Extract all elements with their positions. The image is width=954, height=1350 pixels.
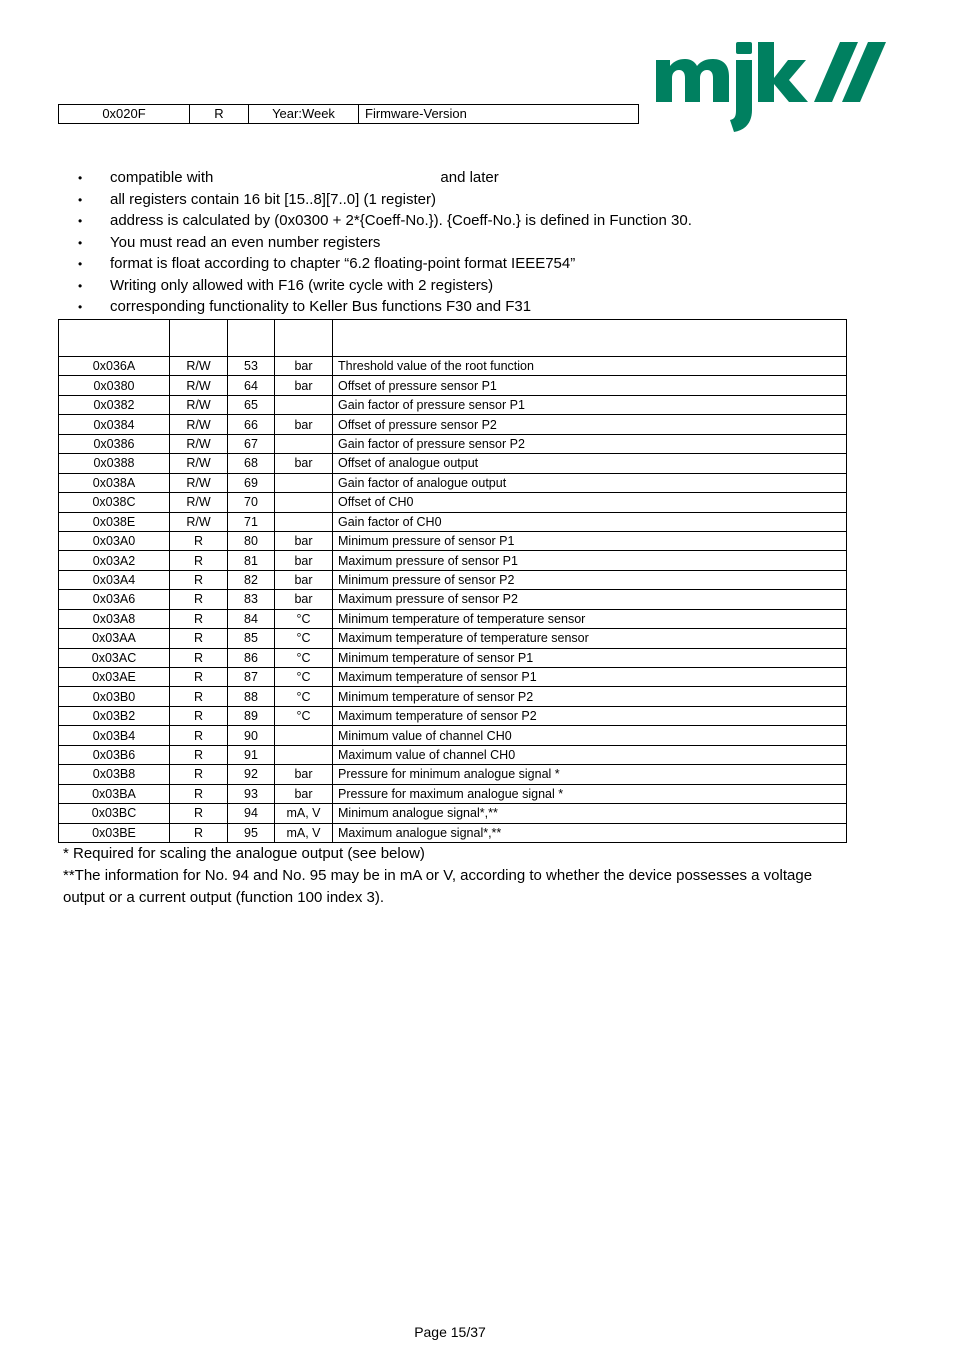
access-type: R/W (170, 415, 228, 434)
coefficient-number: 95 (228, 823, 275, 842)
register-description: Gain factor of pressure sensor P1 (333, 395, 847, 414)
table-row (59, 493, 847, 512)
table-row (59, 784, 847, 803)
register-description: Minimum pressure of sensor P1 (333, 531, 847, 550)
unit: °C (275, 706, 333, 725)
register-address: 0x03B8 (59, 765, 170, 784)
table-row (59, 357, 847, 376)
register-address: 0x038C (59, 493, 170, 512)
coefficient-number: 71 (228, 512, 275, 531)
unit (275, 434, 333, 453)
table-row (59, 376, 847, 395)
mjk-logo (652, 38, 898, 134)
coefficient-number: 82 (228, 570, 275, 589)
coefficient-number: 53 (228, 357, 275, 376)
access-type: R/W (170, 493, 228, 512)
list-item (60, 253, 692, 275)
table-row (59, 687, 847, 706)
header-cell (59, 320, 170, 357)
register-address: 0x03B2 (59, 706, 170, 725)
header-cell (228, 320, 275, 357)
register-address: 0x03B0 (59, 687, 170, 706)
access-type: R (170, 687, 228, 706)
register-description: Gain factor of pressure sensor P2 (333, 434, 847, 453)
access-type: R/W (170, 473, 228, 492)
header-cell (333, 320, 847, 357)
coefficient-number: 64 (228, 376, 275, 395)
coefficient-number: 87 (228, 668, 275, 687)
table-row (59, 551, 847, 570)
register-address: 0x03AE (59, 668, 170, 687)
unit: bar (275, 357, 333, 376)
coefficient-number: 85 (228, 629, 275, 648)
table-row (59, 531, 847, 550)
table-row (59, 765, 847, 784)
unit (275, 726, 333, 745)
bullet-text: You must read an even number registers (110, 233, 381, 251)
access-type: R/W (170, 454, 228, 473)
access-type: R (170, 784, 228, 803)
bullet-text: all registers contain 16 bit [15..8][7..0] (1 register) (110, 190, 436, 208)
register-address: 0x03BC (59, 804, 170, 823)
coefficient-register-table (58, 319, 847, 843)
table-row (59, 105, 639, 124)
access-type: R (170, 609, 228, 628)
access-type: R (170, 726, 228, 745)
bullet-text: compatible with (110, 169, 214, 186)
register-description: Maximum temperature of temperature sensor (333, 629, 847, 648)
register-address: 0x03A6 (59, 590, 170, 609)
register-address: 0x03BA (59, 784, 170, 803)
register-description: Offset of CH0 (333, 493, 847, 512)
bullet-text: corresponding functionality to Keller Bus functions F30 and F31 (110, 298, 532, 315)
unit: °C (275, 648, 333, 667)
table-row (59, 823, 847, 842)
unit (275, 473, 333, 492)
coefficient-number: 93 (228, 784, 275, 803)
register-description: Offset of pressure sensor P1 (333, 376, 847, 395)
access-type: R/W (170, 357, 228, 376)
coefficient-number: 70 (228, 493, 275, 512)
value-format: Year:Week (249, 105, 359, 124)
table-row (59, 415, 847, 434)
unit: bar (275, 765, 333, 784)
coefficient-number: 83 (228, 590, 275, 609)
bullet-text-suffix: and later (440, 169, 499, 186)
coefficient-number: 86 (228, 648, 275, 667)
register-description: Minimum pressure of sensor P2 (333, 570, 847, 589)
access-type: R (170, 745, 228, 764)
table-row (59, 395, 847, 414)
register-address: 0x03B4 (59, 726, 170, 745)
coefficient-number: 67 (228, 434, 275, 453)
coefficient-number: 66 (228, 415, 275, 434)
access-type: R (170, 804, 228, 823)
register-description: Maximum temperature of sensor P1 (333, 668, 847, 687)
list-item (60, 296, 692, 318)
register-description: Offset of pressure sensor P2 (333, 415, 847, 434)
access-type: R (170, 531, 228, 550)
register-address: 0x03B6 (59, 745, 170, 764)
access-type: R (170, 765, 228, 784)
register-address: 0x03A2 (59, 551, 170, 570)
unit: bar (275, 376, 333, 395)
table-row (59, 726, 847, 745)
unit: bar (275, 551, 333, 570)
register-address: 0x038E (59, 512, 170, 531)
footnote: * Required for scaling the analogue output (see below) (63, 845, 425, 862)
unit (275, 493, 333, 512)
list-item (60, 275, 692, 297)
footnotes (63, 843, 853, 909)
page-number: Page 15/37 (414, 1324, 486, 1340)
register-description: Maximum pressure of sensor P2 (333, 590, 847, 609)
register-address: 0x03BE (59, 823, 170, 842)
register-description: Pressure for minimum analogue signal * (333, 765, 847, 784)
table-row (59, 590, 847, 609)
table-row (59, 454, 847, 473)
list-item (60, 232, 692, 254)
register-address: 0x0384 (59, 415, 170, 434)
register-address: 0x0388 (59, 454, 170, 473)
list-item (60, 167, 692, 189)
register-description: Maximum pressure of sensor P1 (333, 551, 847, 570)
list-item (60, 189, 692, 211)
coefficient-number: 88 (228, 687, 275, 706)
bullet-text: Writing only allowed with F16 (write cycle with 2 registers) (110, 276, 494, 294)
header-cell (170, 320, 228, 357)
unit: °C (275, 629, 333, 648)
table-header-row (59, 320, 847, 357)
info-bullet-list (60, 167, 692, 318)
coefficient-number: 90 (228, 726, 275, 745)
table-row (59, 745, 847, 764)
unit: °C (275, 609, 333, 628)
register-address: 0x03A8 (59, 609, 170, 628)
table-row (59, 609, 847, 628)
register-address: 0x0386 (59, 434, 170, 453)
register-description: Minimum value of channel CH0 (333, 726, 847, 745)
unit: bar (275, 784, 333, 803)
register-address: 0x03AA (59, 629, 170, 648)
bullet-text: format is float according to chapter “6.2 floating-point format IEEE754” (110, 255, 576, 272)
coefficient-number: 65 (228, 395, 275, 414)
footnote: **The information for No. 94 and No. 95 may be in mA or V, according to whether the device possesses a voltage output or a current output (function 100 index 3). (63, 867, 813, 906)
access-type: R (170, 570, 228, 589)
access-type: R (170, 590, 228, 609)
access-type: R (190, 105, 249, 124)
unit: bar (275, 454, 333, 473)
coefficient-number: 94 (228, 804, 275, 823)
register-address: 0x036A (59, 357, 170, 376)
register-description: Minimum temperature of sensor P2 (333, 687, 847, 706)
coefficient-number: 89 (228, 706, 275, 725)
coefficient-number: 69 (228, 473, 275, 492)
access-type: R (170, 706, 228, 725)
register-address: 0x03AC (59, 648, 170, 667)
register-description: Offset of analogue output (333, 454, 847, 473)
unit: °C (275, 668, 333, 687)
coefficient-number: 80 (228, 531, 275, 550)
coefficient-number: 68 (228, 454, 275, 473)
unit (275, 395, 333, 414)
register-description: Gain factor of CH0 (333, 512, 847, 531)
register-description: Maximum analogue signal*,** (333, 823, 847, 842)
register-address: 0x0382 (59, 395, 170, 414)
register-description: Maximum value of channel CH0 (333, 745, 847, 764)
access-type: R/W (170, 434, 228, 453)
register-description: Minimum temperature of sensor P1 (333, 648, 847, 667)
register-description: Firmware-Version (359, 105, 639, 124)
unit: bar (275, 531, 333, 550)
register-address: 0x038A (59, 473, 170, 492)
table-row (59, 473, 847, 492)
access-type: R (170, 668, 228, 687)
register-address: 0x03A0 (59, 531, 170, 550)
table-row (59, 648, 847, 667)
table-row (59, 668, 847, 687)
coefficient-number: 92 (228, 765, 275, 784)
coefficient-number: 91 (228, 745, 275, 764)
unit (275, 512, 333, 531)
register-description: Minimum analogue signal*,** (333, 804, 847, 823)
register-address: 0x0380 (59, 376, 170, 395)
access-type: R (170, 629, 228, 648)
bullet-text: address is calculated by (0x0300 + 2*{Coeff-No.}). {Coeff-No.} is defined in Function 30. (110, 212, 692, 229)
unit: bar (275, 590, 333, 609)
coefficient-number: 84 (228, 609, 275, 628)
unit: mA, V (275, 804, 333, 823)
unit: bar (275, 570, 333, 589)
register-address: 0x020F (59, 105, 190, 124)
access-type: R (170, 823, 228, 842)
access-type: R (170, 648, 228, 667)
access-type: R/W (170, 395, 228, 414)
table-row (59, 706, 847, 725)
table-row (59, 629, 847, 648)
register-description: Maximum temperature of sensor P2 (333, 706, 847, 725)
list-item (60, 210, 692, 232)
register-description: Gain factor of analogue output (333, 473, 847, 492)
table-row (59, 512, 847, 531)
table-row (59, 570, 847, 589)
register-description: Pressure for maximum analogue signal * (333, 784, 847, 803)
table-row (59, 804, 847, 823)
register-address: 0x03A4 (59, 570, 170, 589)
unit: mA, V (275, 823, 333, 842)
unit (275, 745, 333, 764)
access-type: R/W (170, 512, 228, 531)
register-description: Minimum temperature of temperature sensor (333, 609, 847, 628)
access-type: R/W (170, 376, 228, 395)
register-description: Threshold value of the root function (333, 357, 847, 376)
access-type: R (170, 551, 228, 570)
unit: °C (275, 687, 333, 706)
unit: bar (275, 415, 333, 434)
coefficient-number: 81 (228, 551, 275, 570)
firmware-table (58, 104, 639, 124)
table-row (59, 434, 847, 453)
header-cell (275, 320, 333, 357)
